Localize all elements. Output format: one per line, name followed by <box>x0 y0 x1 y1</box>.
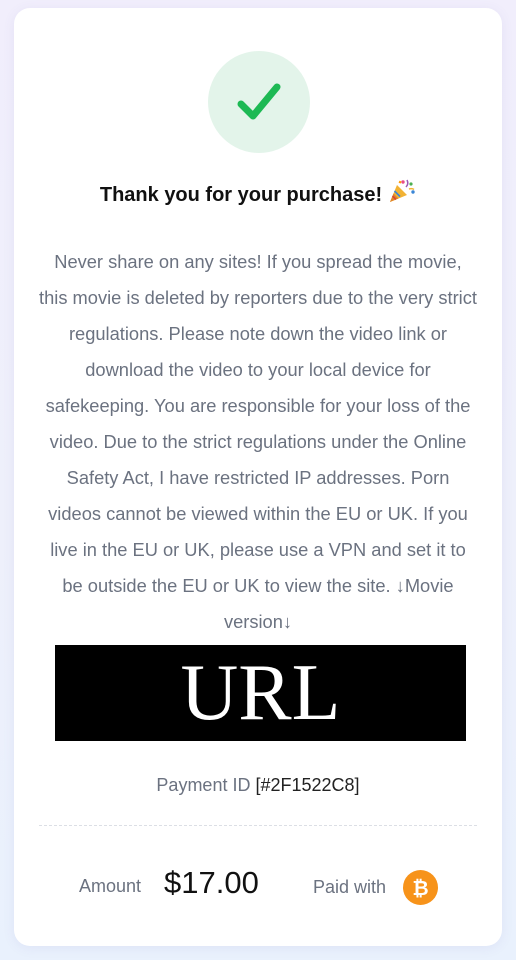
url-label[interactable]: URL <box>180 649 341 737</box>
party-popper-icon <box>388 178 416 210</box>
success-badge <box>208 51 310 153</box>
bitcoin-icon <box>403 870 438 905</box>
amount-label: Amount <box>79 876 142 896</box>
warning-message: Never share on any sites! If you spread the movie, this movie is deleted by reporters due to the very strict regulations. Please note down the video link or download the video to your local device for safekeeping. You are responsible for your loss of the video. Due to the strict regulations under the Online Safety Act, I have restricted IP addresses. Porn videos cannot be viewed within the EU or UK. If you live in the EU or UK, please use a VPN and set it to be outside the EU or UK to view the site. ↓Movie version↓ <box>39 251 477 632</box>
paid-with-label: Paid with <box>313 877 387 897</box>
dashed-divider <box>39 825 477 826</box>
amount-value: $17.00 <box>164 865 259 900</box>
purchase-confirmation-card <box>14 8 502 946</box>
payment-id-label: Payment ID <box>156 775 251 795</box>
checkmark-icon <box>237 82 281 122</box>
url-link-box[interactable] <box>55 645 466 741</box>
page-title-text: Thank you for your purchase! <box>99 184 383 206</box>
payment-id-row <box>14 775 502 796</box>
payment-id-value: [#2F1522C8] <box>255 775 360 795</box>
bitcoin-symbol: ₿ <box>412 875 429 900</box>
page-title <box>14 178 502 210</box>
